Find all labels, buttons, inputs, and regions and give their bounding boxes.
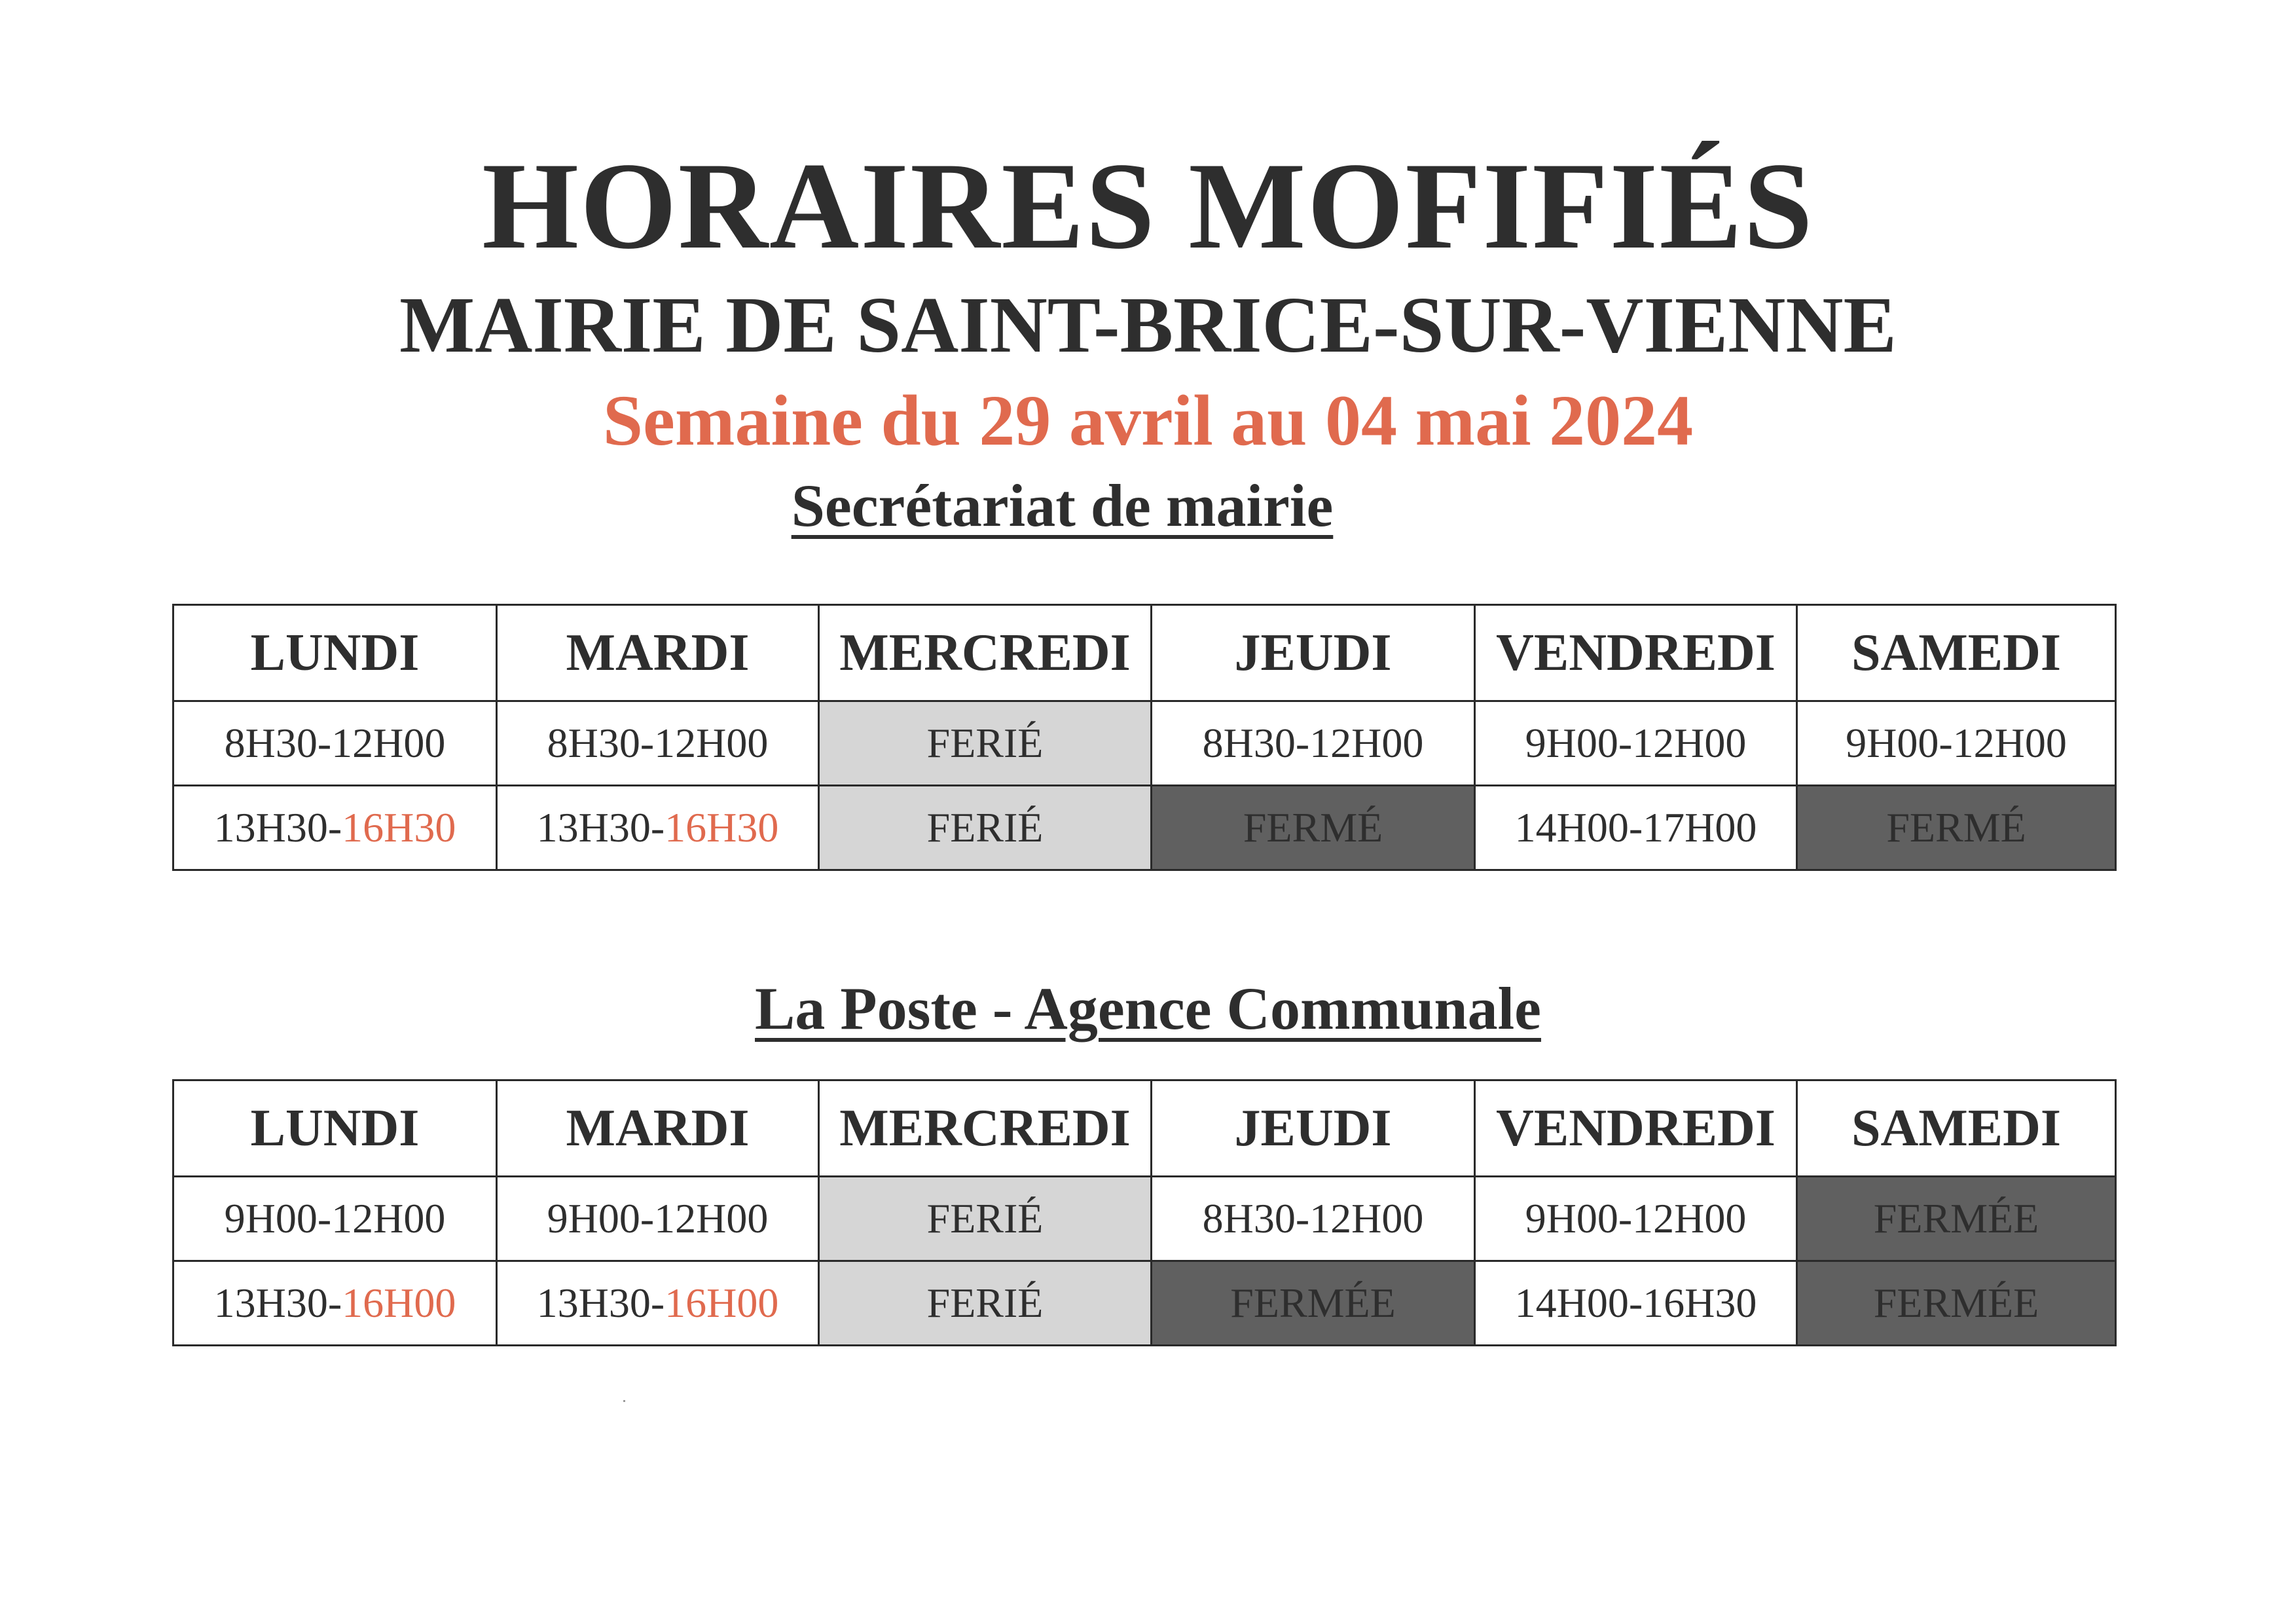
- time-end-modified: 16H00: [342, 1280, 456, 1326]
- week-heading: Semaine du 29 avril au 04 mai 2024: [602, 380, 1694, 460]
- cell-jeudi-morning: 8H30-12H00: [1152, 701, 1475, 786]
- poste-section-title: La Poste - Agence Communale: [755, 975, 1541, 1042]
- cell-mercredi-afternoon: FERIÉ: [819, 1261, 1152, 1346]
- cell-samedi-afternoon: FERMÉE: [1797, 1261, 2116, 1346]
- time-start: 13H30-: [536, 804, 665, 851]
- cell-samedi-morning: 9H00-12H00: [1797, 701, 2116, 786]
- page-subtitle: MAIRIE DE SAINT-BRICE-SUR-VIENNE: [399, 281, 1897, 369]
- cell-lundi-afternoon: [173, 1261, 497, 1346]
- cell-mardi-afternoon: [497, 786, 819, 870]
- cell-samedi-morning: FERMÉE: [1797, 1177, 2116, 1261]
- cell-vendredi-morning: 9H00-12H00: [1475, 701, 1797, 786]
- cell-mardi-morning: 9H00-12H00: [497, 1177, 819, 1261]
- page-title: HORAIRES MOFIFIÉS: [482, 138, 1814, 275]
- day-header-mardi: MARDI: [497, 605, 819, 701]
- morning-row: [173, 701, 2116, 786]
- cell-mercredi-morning: FERIÉ: [819, 701, 1152, 786]
- day-header-jeudi: JEUDI: [1152, 605, 1475, 701]
- cell-vendredi-afternoon: 14H00-17H00: [1475, 786, 1797, 870]
- day-header-mercredi: MERCREDI: [819, 605, 1152, 701]
- cell-jeudi-morning: 8H30-12H00: [1152, 1177, 1475, 1261]
- day-header-lundi: LUNDI: [173, 605, 497, 701]
- table-header-row: [173, 1080, 2116, 1177]
- day-header-jeudi: JEUDI: [1152, 1080, 1475, 1177]
- poste-schedule-table: [172, 1079, 2117, 1346]
- day-header-samedi: SAMEDI: [1797, 605, 2116, 701]
- cell-mercredi-afternoon: FERIÉ: [819, 786, 1152, 870]
- morning-row: [173, 1177, 2116, 1261]
- day-header-vendredi: VENDREDI: [1475, 605, 1797, 701]
- afternoon-row: [173, 1261, 2116, 1346]
- cell-mardi-afternoon: [497, 1261, 819, 1346]
- day-header-mardi: MARDI: [497, 1080, 819, 1177]
- scan-speck: [623, 1400, 625, 1402]
- time-end-modified: 16H30: [342, 804, 456, 851]
- cell-jeudi-afternoon: FERMÉE: [1152, 1261, 1475, 1346]
- time-end-modified: 16H30: [665, 804, 779, 851]
- cell-jeudi-afternoon: FERMÉ: [1152, 786, 1475, 870]
- cell-mercredi-morning: FERIÉ: [819, 1177, 1152, 1261]
- cell-samedi-afternoon: FERMÉ: [1797, 786, 2116, 870]
- day-header-lundi: LUNDI: [173, 1080, 497, 1177]
- secretariat-section-title: Secrétariat de mairie: [791, 472, 1334, 539]
- cell-lundi-morning: 8H30-12H00: [173, 701, 497, 786]
- cell-mardi-morning: 8H30-12H00: [497, 701, 819, 786]
- cell-vendredi-afternoon: 14H00-16H30: [1475, 1261, 1797, 1346]
- time-start: 13H30-: [213, 804, 342, 851]
- afternoon-row: [173, 786, 2116, 870]
- time-end-modified: 16H00: [665, 1280, 779, 1326]
- cell-lundi-afternoon: [173, 786, 497, 870]
- secretariat-schedule-table: [172, 604, 2117, 871]
- cell-lundi-morning: 9H00-12H00: [173, 1177, 497, 1261]
- table-header-row: [173, 605, 2116, 701]
- day-header-mercredi: MERCREDI: [819, 1080, 1152, 1177]
- day-header-vendredi: VENDREDI: [1475, 1080, 1797, 1177]
- time-start: 13H30-: [213, 1280, 342, 1326]
- cell-vendredi-morning: 9H00-12H00: [1475, 1177, 1797, 1261]
- time-start: 13H30-: [536, 1280, 665, 1326]
- day-header-samedi: SAMEDI: [1797, 1080, 2116, 1177]
